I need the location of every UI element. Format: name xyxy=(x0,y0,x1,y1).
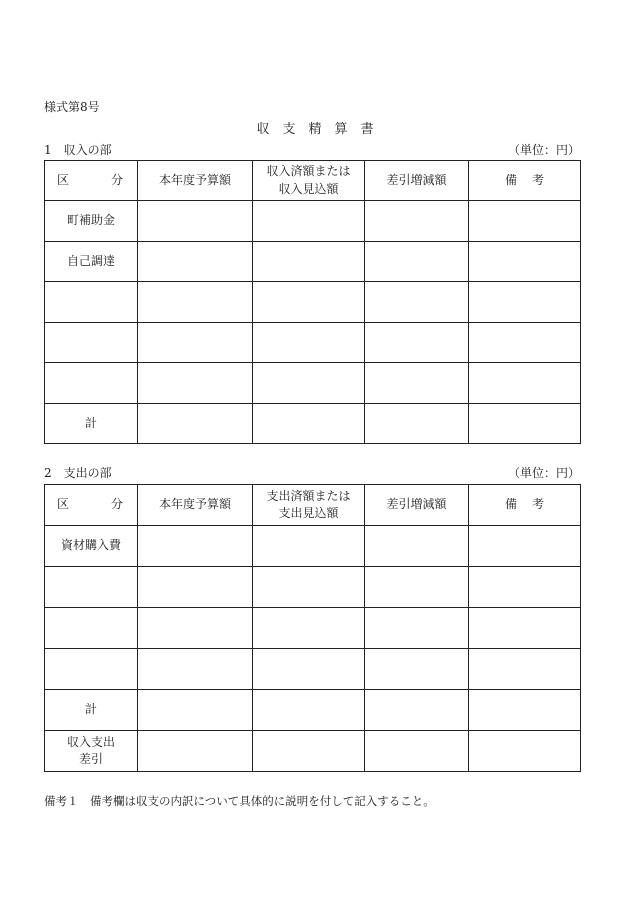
table-row xyxy=(45,282,581,323)
budget-cell[interactable] xyxy=(138,282,253,323)
header-category xyxy=(45,161,138,201)
budget-cell[interactable] xyxy=(138,567,253,608)
header-remarks-left: 備 xyxy=(505,172,518,187)
row-category[interactable] xyxy=(45,282,138,323)
remarks-cell[interactable] xyxy=(469,404,581,444)
table-row xyxy=(45,649,581,690)
remarks-cell[interactable] xyxy=(469,242,581,282)
actual-cell[interactable] xyxy=(253,690,365,731)
row-category[interactable] xyxy=(45,567,138,608)
budget-cell[interactable] xyxy=(138,731,253,772)
actual-cell[interactable] xyxy=(253,404,365,444)
expense-header-row xyxy=(45,485,581,526)
header-category-left: 区 xyxy=(57,172,70,187)
actual-cell[interactable] xyxy=(253,567,365,608)
remarks-cell[interactable] xyxy=(469,282,581,323)
header-category-left: 区 xyxy=(57,497,70,512)
remarks-cell[interactable] xyxy=(469,567,581,608)
row-category[interactable]: 自己調達 xyxy=(45,242,138,282)
remarks-cell[interactable] xyxy=(469,731,581,772)
remarks-cell[interactable] xyxy=(469,201,581,242)
row-category[interactable] xyxy=(45,608,138,649)
form-number: 様式第8号 xyxy=(44,100,100,114)
remarks-cell[interactable] xyxy=(469,363,581,404)
difference-cell[interactable] xyxy=(365,242,469,282)
remarks-cell[interactable] xyxy=(469,323,581,363)
actual-cell[interactable] xyxy=(253,201,365,242)
table-row xyxy=(45,567,581,608)
income-unit-label: （単位：円） xyxy=(507,143,580,157)
header-difference: 差引増減額 xyxy=(365,485,469,526)
table-row xyxy=(45,363,581,404)
budget-cell[interactable] xyxy=(138,323,253,363)
row-category: 収入支出 差引 xyxy=(45,731,138,772)
remarks-cell[interactable] xyxy=(469,690,581,731)
table-row xyxy=(45,201,581,242)
header-category-right: 分 xyxy=(110,172,123,187)
actual-cell[interactable] xyxy=(253,649,365,690)
difference-cell[interactable] xyxy=(365,282,469,323)
budget-cell[interactable] xyxy=(138,608,253,649)
actual-cell[interactable] xyxy=(253,731,365,772)
difference-cell[interactable] xyxy=(365,323,469,363)
income-table xyxy=(44,160,581,444)
income-header-row xyxy=(45,161,581,201)
header-difference: 差引増減額 xyxy=(365,161,469,201)
row-category: 計 xyxy=(45,404,138,444)
header-remarks-left: 備 xyxy=(505,497,518,512)
remarks-cell[interactable] xyxy=(469,526,581,567)
budget-cell[interactable] xyxy=(138,404,253,444)
difference-cell[interactable] xyxy=(365,731,469,772)
row-category[interactable]: 資材購入費 xyxy=(45,526,138,567)
header-remarks-right: 考 xyxy=(531,172,544,187)
table-row xyxy=(45,608,581,649)
actual-cell[interactable] xyxy=(253,608,365,649)
header-budget: 本年度予算額 xyxy=(138,485,253,526)
table-row xyxy=(45,242,581,282)
balance-row xyxy=(45,731,581,772)
actual-cell[interactable] xyxy=(253,323,365,363)
remarks-cell[interactable] xyxy=(469,649,581,690)
income-section-heading: 1 収入の部 xyxy=(44,143,112,157)
row-category: 計 xyxy=(45,690,138,731)
row-category[interactable] xyxy=(45,649,138,690)
expense-section-heading: 2 支出の部 xyxy=(44,466,112,480)
row-category[interactable] xyxy=(45,363,138,404)
actual-cell[interactable] xyxy=(253,242,365,282)
header-category-right: 分 xyxy=(110,497,123,512)
row-category[interactable]: 町補助金 xyxy=(45,201,138,242)
remarks-cell[interactable] xyxy=(469,608,581,649)
row-category[interactable] xyxy=(45,323,138,363)
header-category xyxy=(45,485,138,526)
actual-cell[interactable] xyxy=(253,363,365,404)
header-actual: 収入済額または 収入見込額 xyxy=(253,161,365,201)
difference-cell[interactable] xyxy=(365,649,469,690)
expense-table xyxy=(44,484,581,772)
budget-cell[interactable] xyxy=(138,242,253,282)
header-budget: 本年度予算額 xyxy=(138,161,253,201)
difference-cell[interactable] xyxy=(365,404,469,444)
footnote: 備考１ 備考欄は収支の内訳について具体的に説明を付して記入すること。 xyxy=(44,794,435,808)
difference-cell[interactable] xyxy=(365,363,469,404)
expense-unit-label: （単位：円） xyxy=(507,466,580,480)
table-row xyxy=(45,323,581,363)
difference-cell[interactable] xyxy=(365,690,469,731)
document-title: 収 支 精 算 書 xyxy=(256,122,374,137)
difference-cell[interactable] xyxy=(365,526,469,567)
header-actual: 支出済額または 支出見込額 xyxy=(253,485,365,526)
actual-cell[interactable] xyxy=(253,526,365,567)
budget-cell[interactable] xyxy=(138,649,253,690)
total-row xyxy=(45,404,581,444)
table-row xyxy=(45,526,581,567)
budget-cell[interactable] xyxy=(138,526,253,567)
difference-cell[interactable] xyxy=(365,567,469,608)
budget-cell[interactable] xyxy=(138,363,253,404)
header-remarks-right: 考 xyxy=(531,497,544,512)
budget-cell[interactable] xyxy=(138,690,253,731)
header-remarks xyxy=(469,485,581,526)
budget-cell[interactable] xyxy=(138,201,253,242)
header-remarks xyxy=(469,161,581,201)
actual-cell[interactable] xyxy=(253,282,365,323)
difference-cell[interactable] xyxy=(365,201,469,242)
total-row xyxy=(45,690,581,731)
difference-cell[interactable] xyxy=(365,608,469,649)
